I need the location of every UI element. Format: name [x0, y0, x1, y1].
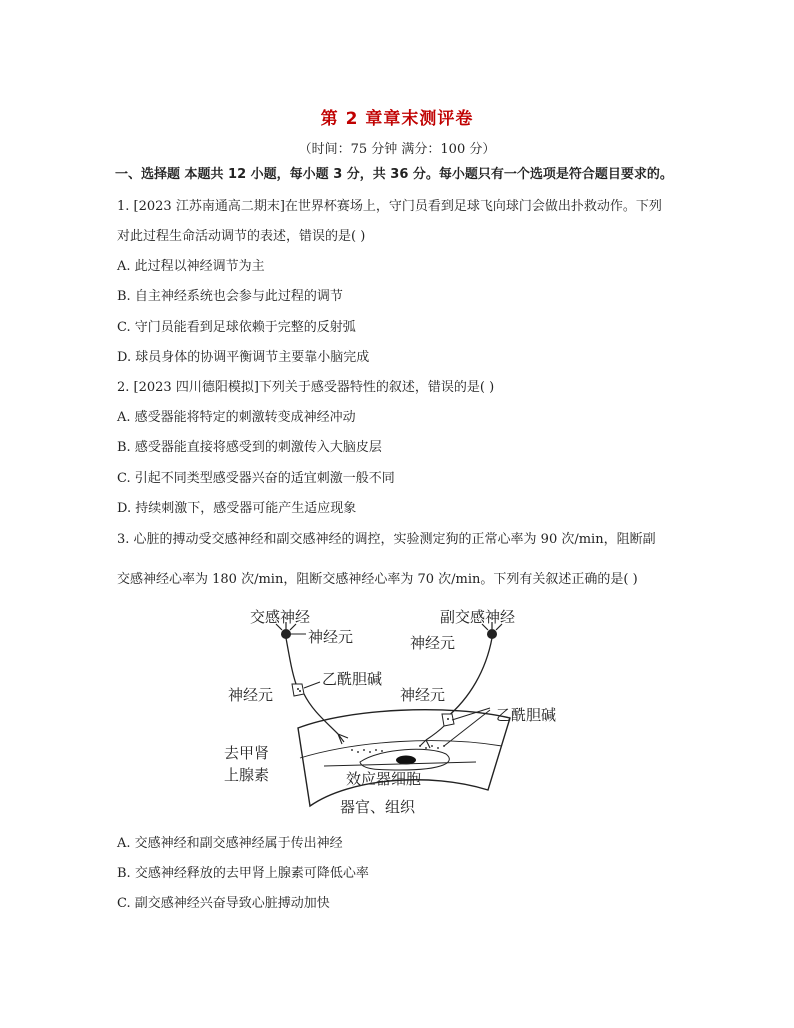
label-norepinephrine-1: 去甲肾 — [224, 744, 270, 762]
cell-nucleus — [396, 756, 416, 765]
right-neuron-terminal — [420, 726, 444, 748]
page-title: 第 2 章章末测评卷 — [320, 109, 474, 129]
q2-option-a: A. 感受器能将特定的刺激转变成神经冲动 — [117, 410, 356, 425]
nerve-diagram — [220, 600, 580, 820]
left-neuron-terminal — [338, 734, 348, 744]
label-parasympathetic-nerve: 副交感神经 — [440, 608, 516, 626]
label-effector-cell: 效应器细胞 — [346, 770, 422, 788]
q1-stem-line2: 对此过程生命活动调节的表述，错误的是( ) — [117, 229, 366, 244]
label-acetylcholine-left: 乙酰胆碱 — [322, 670, 383, 688]
q2-option-d: D. 持续刺激下，感受器可能产生适应现象 — [117, 501, 357, 516]
q3-option-c: C. 副交感神经兴奋导致心脏搏动加快 — [117, 896, 330, 911]
q1-option-c: C. 守门员能看到足球依赖于完整的反射弧 — [117, 320, 356, 335]
organ-inner-edge — [300, 741, 502, 758]
q1-option-a: A. 此过程以神经调节为主 — [117, 259, 265, 274]
left-neuron-axon-2 — [304, 694, 338, 734]
label-acetylcholine-right: 乙酰胆碱 — [496, 706, 557, 724]
q2-stem-line1: 2. [2023 四川德阳模拟]下列关于感受器特性的叙述，错误的是( ) — [117, 380, 495, 395]
q1-stem-line1: 1. [2023 江苏南通高二期末]在世界杯赛场上，守门员看到足球飞向球门会做出扑救动作。下列 — [117, 199, 662, 214]
label-norepinephrine-2: 上腺素 — [224, 766, 270, 784]
pointer-left-ach — [304, 682, 320, 688]
q2-option-c: C. 引起不同类型感受器兴奋的适宜刺激一般不同 — [117, 471, 395, 486]
q3-stem-line1: 3. 心脏的搏动受交感神经和副交感神经的调控，实验测定狗的正常心率为 90 次/min，阻断副 — [117, 532, 656, 547]
section-heading: 一、选择题 本题共 12 小题，每小题 3 分，共 36 分。每小题只有一个选项是符合题目要求的。 — [115, 167, 673, 182]
q1-option-d: D. 球员身体的协调平衡调节主要靠小脑完成 — [117, 350, 370, 365]
q3-stem-line2: 交感神经心率为 180 次/min，阻断交感神经心率为 70 次/min。下列有关叙述正确的是( ) — [117, 572, 638, 587]
q3-option-b: B. 交感神经释放的去甲肾上腺素可降低心率 — [117, 866, 369, 881]
label-neuron-left-top: 神经元 — [308, 628, 354, 646]
q3-option-a: A. 交感神经和副交感神经属于传出神经 — [117, 836, 343, 851]
q1-option-b: B. 自主神经系统也会参与此过程的调节 — [117, 289, 343, 304]
label-sympathetic-nerve: 交感神经 — [250, 608, 311, 626]
right-neuron-top-body — [487, 629, 497, 639]
exam-time-score: （时间：75 分钟 满分：100 分） — [298, 142, 496, 157]
label-neuron-right-top: 神经元 — [410, 634, 456, 652]
label-organ-tissue: 器官、组织 — [340, 798, 416, 816]
q2-option-b: B. 感受器能直接将感受到的刺激传入大脑皮层 — [117, 440, 382, 455]
neurotransmitter-dots — [351, 745, 445, 753]
label-neuron-left: 神经元 — [228, 686, 274, 704]
left-neuron-top-axon — [286, 638, 296, 684]
label-neuron-right: 神经元 — [400, 686, 446, 704]
left-neuron-top-body — [281, 629, 291, 639]
